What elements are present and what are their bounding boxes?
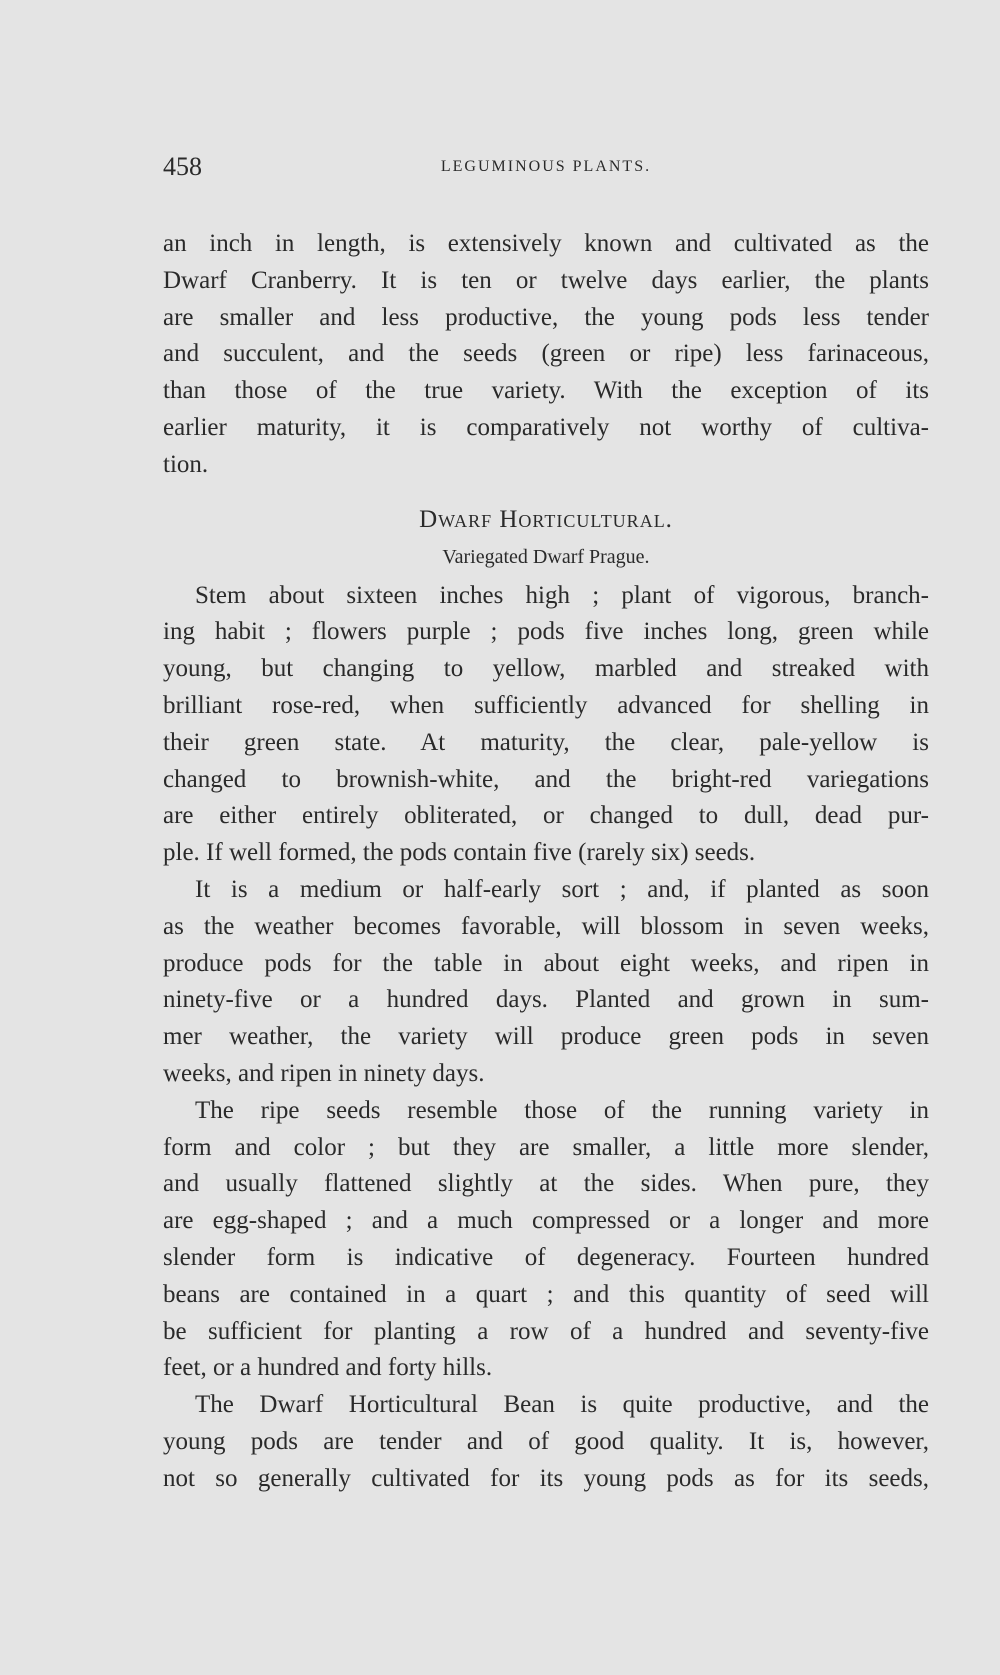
paragraph [163,226,929,484]
text-line: ple. If well formed, the pods contain five (rarely six) seeds. [163,839,756,867]
text-line: than those of the true variety. With the exception of its [163,377,929,405]
text-line: young, but changing to yellow, marbled and streaked with [163,655,929,683]
text-line: beans are contained in a quart ; and this quantity of seed will [163,1280,929,1308]
section-heading: Dwarf Horticultural. [419,505,673,533]
text-line: are egg-shaped ; and a much compressed or a longer and more [163,1207,929,1235]
text-line: tion. [163,450,209,478]
continued-paragraph [163,226,929,484]
page-body [163,226,929,1498]
section-text [163,578,929,1498]
text-line: mer weather, the variety will produce green pods in seven [163,1023,929,1051]
text-line: and usually flattened slightly at the sides. When pure, they [163,1170,929,1198]
section-subheading: Variegated Dwarf Prague. [442,545,650,568]
text-line: Stem about sixteen inches high ; plant of vigorous, branch- [195,581,929,609]
text-line: their green state. At maturity, the clear, pale-yellow is [163,728,929,756]
paragraph [163,872,929,1093]
text-line: The Dwarf Horticultural Bean is quite productive, and the [195,1391,929,1419]
text-line: and succulent, and the seeds (green or ripe) less farinaceous, [163,340,929,368]
text-line: slender form is indicative of degeneracy. Fourteen hundred [163,1243,929,1271]
text-line: be sufficient for planting a row of a hundred and seventy-five [163,1317,929,1345]
paragraph [163,1387,929,1497]
text-line: are either entirely obliterated, or changed to dull, dead pur- [163,802,929,830]
text-line: feet, or a hundred and forty hills. [163,1354,493,1382]
text-line: Dwarf Cranberry. It is ten or twelve days earlier, the plants [163,266,929,294]
page-number: 458 [163,152,202,181]
text-line: an inch in length, is extensively known and cultivated as the [163,230,929,257]
text-line: weeks, and ripen in ninety days. [163,1059,485,1087]
text-line: ing habit ; flowers purple ; pods five inches long, green while [163,618,929,646]
text-line: are smaller and less productive, the young pods less tender [163,303,929,331]
text-line: as the weather becomes favorable, will blossom in seven weeks, [163,912,929,940]
page-header [163,152,929,188]
paragraph [163,578,929,872]
text-line: It is a medium or half-early sort ; and, if planted as soon [195,875,929,903]
text-line: brilliant rose-red, when sufficiently advanced for shelling in [163,691,929,719]
text-line: ninety-five or a hundred days. Planted and grown in sum- [163,986,929,1014]
text-line: changed to brownish-white, and the bright-red variegations [163,765,929,793]
text-line: form and color ; but they are smaller, a little more slender, [163,1133,929,1161]
text-line: earlier maturity, it is comparatively not worthy of cultiva- [163,413,929,441]
text-line: produce pods for the table in about eight weeks, and ripen in [163,949,929,977]
running-title: LEGUMINOUS PLANTS. [440,158,652,175]
text-line: not so generally cultivated for its young pods as for its seeds, [163,1464,929,1492]
paragraph [163,1093,929,1387]
text-line: The ripe seeds resemble those of the running variety in [195,1096,929,1124]
text-line: young pods are tender and of good quality. It is, however, [163,1427,929,1455]
